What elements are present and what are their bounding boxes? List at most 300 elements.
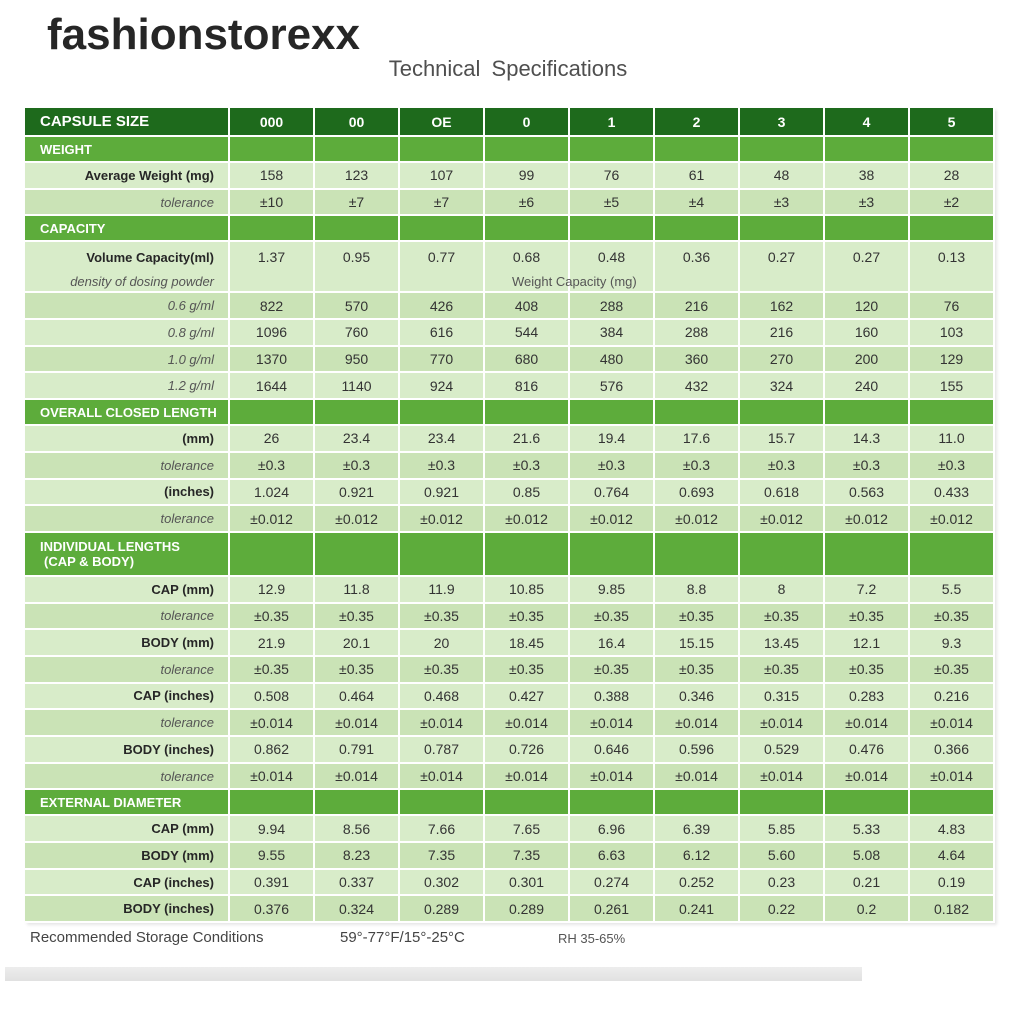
- section-cell-oe: [400, 533, 485, 577]
- value-size-5: 129: [910, 347, 995, 374]
- value-size-0: 0.68: [485, 242, 570, 293]
- value-size-00: ±0.3: [315, 453, 400, 480]
- value-size-2: ±4: [655, 190, 740, 217]
- value-size-3: 13.45: [740, 630, 825, 657]
- watermark-logo-text: fashionstorexx: [47, 10, 360, 59]
- section-header-external-diameter: [25, 790, 995, 816]
- value-size-00: ±7: [315, 190, 400, 217]
- section-cell-2: [655, 400, 740, 426]
- section-cell-3: [740, 790, 825, 816]
- row-label: CAP (mm): [25, 816, 230, 843]
- value-size-2: 0.693: [655, 480, 740, 507]
- value-size-5: ±0.014: [910, 764, 995, 791]
- value-size-000: 26: [230, 426, 315, 453]
- value-size-0: ±0.35: [485, 604, 570, 631]
- value-size-4: 5.08: [825, 843, 910, 870]
- value-size-2: ±0.014: [655, 764, 740, 791]
- section-cell-00: [315, 400, 400, 426]
- value-size-oe: 924: [400, 373, 485, 400]
- spec-row-body-mm: [25, 843, 995, 870]
- value-size-oe: 11.9: [400, 577, 485, 604]
- row-label: tolerance: [25, 764, 230, 791]
- value-size-1: 0.388: [570, 684, 655, 711]
- spec-row-tolerance: [25, 506, 995, 533]
- value-size-oe: 7.66: [400, 816, 485, 843]
- value-size-0: ±0.014: [485, 710, 570, 737]
- value-size-3: 48: [740, 163, 825, 190]
- header-size-0: 0: [485, 108, 570, 137]
- value-size-1: ±0.014: [570, 764, 655, 791]
- value-size-00: 0.464: [315, 684, 400, 711]
- table-header-row: [25, 108, 995, 137]
- row-label: (mm): [25, 426, 230, 453]
- spec-row-tolerance: [25, 604, 995, 631]
- value-size-oe: 20: [400, 630, 485, 657]
- value-size-1: 0.274: [570, 870, 655, 897]
- value-size-0: 0.301: [485, 870, 570, 897]
- value-size-0: 7.65: [485, 816, 570, 843]
- value-size-3: 0.618: [740, 480, 825, 507]
- row-label: 0.8 g/ml: [25, 320, 230, 347]
- header-size-oe: OE: [400, 108, 485, 137]
- value-size-000: 0.862: [230, 737, 315, 764]
- value-size-oe: 107: [400, 163, 485, 190]
- value-size-4: 0.21: [825, 870, 910, 897]
- value-size-000: 0.391: [230, 870, 315, 897]
- section-header-weight: [25, 137, 995, 163]
- value-size-0: 0.85: [485, 480, 570, 507]
- value-size-3: 0.315: [740, 684, 825, 711]
- value-size-4: ±0.012: [825, 506, 910, 533]
- section-title: WEIGHT: [40, 141, 92, 157]
- value-size-00: 570: [315, 293, 400, 320]
- value-size-2: 8.8: [655, 577, 740, 604]
- value-size-3: 0.23: [740, 870, 825, 897]
- spec-row-cap-mm: [25, 816, 995, 843]
- value-size-1: 0.261: [570, 896, 655, 923]
- value-size-oe: 0.787: [400, 737, 485, 764]
- value-size-2: 360: [655, 347, 740, 374]
- value-size-0: 0.726: [485, 737, 570, 764]
- section-cell-000: [230, 400, 315, 426]
- value-size-1: 0.764: [570, 480, 655, 507]
- row-label: BODY (inches): [25, 737, 230, 764]
- value-size-00: 0.921: [315, 480, 400, 507]
- section-header-capacity: [25, 216, 995, 242]
- section-cell-0: [485, 216, 570, 242]
- value-size-2: ±0.35: [655, 657, 740, 684]
- section-cell-4: [825, 216, 910, 242]
- value-size-oe: 0.468: [400, 684, 485, 711]
- value-size-5: 76: [910, 293, 995, 320]
- value-size-5: 155: [910, 373, 995, 400]
- value-size-00: ±0.35: [315, 604, 400, 631]
- row-label: CAP (mm): [25, 577, 230, 604]
- value-size-2: 288: [655, 320, 740, 347]
- value-size-0: 408: [485, 293, 570, 320]
- value-size-3: ±0.014: [740, 764, 825, 791]
- value-size-2: 216: [655, 293, 740, 320]
- value-size-00: 11.8: [315, 577, 400, 604]
- section-cell-4: [825, 137, 910, 163]
- value-size-1: ±0.35: [570, 657, 655, 684]
- value-size-5: 9.3: [910, 630, 995, 657]
- value-size-2: 432: [655, 373, 740, 400]
- value-size-2: 0.252: [655, 870, 740, 897]
- value-size-3: 5.60: [740, 843, 825, 870]
- spec-row-body-inches: [25, 896, 995, 923]
- value-size-1: 9.85: [570, 577, 655, 604]
- value-size-000: ±0.014: [230, 764, 315, 791]
- value-size-3: ±0.014: [740, 710, 825, 737]
- value-size-oe: ±0.014: [400, 710, 485, 737]
- value-size-3: ±0.35: [740, 604, 825, 631]
- value-size-00: 0.337: [315, 870, 400, 897]
- value-size-5: 5.5: [910, 577, 995, 604]
- value-size-3: 0.529: [740, 737, 825, 764]
- row-label: 0.6 g/ml: [25, 293, 230, 320]
- row-label: tolerance: [25, 190, 230, 217]
- value-size-3: 0.22: [740, 896, 825, 923]
- value-size-3: 216: [740, 320, 825, 347]
- header-size-000: 000: [230, 108, 315, 137]
- section-cell-0: [485, 400, 570, 426]
- section-cell-000: [230, 790, 315, 816]
- value-size-5: 4.64: [910, 843, 995, 870]
- spec-row-cap-inches: [25, 684, 995, 711]
- value-size-oe: 770: [400, 347, 485, 374]
- row-label: BODY (mm): [25, 843, 230, 870]
- value-size-4: ±3: [825, 190, 910, 217]
- section-cell-oe: [400, 790, 485, 816]
- section-cell-oe: [400, 216, 485, 242]
- value-size-oe: 0.77: [400, 242, 485, 293]
- value-size-4: 0.283: [825, 684, 910, 711]
- value-size-2: ±0.014: [655, 710, 740, 737]
- spec-row-tolerance: [25, 764, 995, 791]
- value-size-000: ±10: [230, 190, 315, 217]
- section-cell-1: [570, 533, 655, 577]
- row-label: tolerance: [25, 710, 230, 737]
- row-label-text: Volume Capacity(ml): [86, 250, 214, 266]
- value-size-4: 38: [825, 163, 910, 190]
- section-cell-3: [740, 216, 825, 242]
- weight-capacity-note: Weight Capacity (mg): [512, 274, 637, 290]
- value-size-5: 0.182: [910, 896, 995, 923]
- value-size-00: 123: [315, 163, 400, 190]
- row-label: Average Weight (mg): [25, 163, 230, 190]
- section-title: EXTERNAL DIAMETER: [40, 794, 182, 810]
- value-size-4: 0.476: [825, 737, 910, 764]
- row-sublabel: density of dosing powder: [70, 274, 214, 290]
- section-cell-1: [570, 216, 655, 242]
- value-size-000: ±0.3: [230, 453, 315, 480]
- value-size-00: ±0.35: [315, 657, 400, 684]
- section-cell-oe: [400, 400, 485, 426]
- value-size-5: ±0.012: [910, 506, 995, 533]
- section-cell-000: [230, 137, 315, 163]
- spec-row-tolerance: [25, 453, 995, 480]
- header-size-4: 4: [825, 108, 910, 137]
- row-label: 1.0 g/ml: [25, 347, 230, 374]
- spec-row-tolerance: [25, 710, 995, 737]
- value-size-00: 760: [315, 320, 400, 347]
- value-size-4: 200: [825, 347, 910, 374]
- value-size-2: ±0.3: [655, 453, 740, 480]
- value-size-0: ±6: [485, 190, 570, 217]
- section-cell-0: [485, 137, 570, 163]
- value-size-1: 19.4: [570, 426, 655, 453]
- value-size-4: ±0.014: [825, 710, 910, 737]
- value-size-000: 1370: [230, 347, 315, 374]
- row-label: 1.2 g/ml: [25, 373, 230, 400]
- value-size-5: 0.13: [910, 242, 995, 293]
- section-cell-000: [230, 216, 315, 242]
- value-size-000: 1096: [230, 320, 315, 347]
- section-cell-5: [910, 790, 995, 816]
- value-size-1: 6.96: [570, 816, 655, 843]
- value-size-0: 0.289: [485, 896, 570, 923]
- value-size-3: 8: [740, 577, 825, 604]
- section-header-individual-lengths: [25, 533, 995, 577]
- value-size-4: ±0.3: [825, 453, 910, 480]
- section-cell-00: [315, 137, 400, 163]
- value-size-000: 9.55: [230, 843, 315, 870]
- value-size-000: 9.94: [230, 816, 315, 843]
- section-cell-00: [315, 790, 400, 816]
- value-size-1: 384: [570, 320, 655, 347]
- value-size-0: 18.45: [485, 630, 570, 657]
- value-size-4: ±0.014: [825, 764, 910, 791]
- value-size-2: ±0.35: [655, 604, 740, 631]
- section-cell-3: [740, 137, 825, 163]
- value-size-oe: ±0.35: [400, 657, 485, 684]
- value-size-5: 0.366: [910, 737, 995, 764]
- spec-table: [25, 108, 995, 923]
- value-size-3: ±0.3: [740, 453, 825, 480]
- value-size-00: 20.1: [315, 630, 400, 657]
- section-cell-2: [655, 533, 740, 577]
- value-size-2: ±0.012: [655, 506, 740, 533]
- value-size-1: ±5: [570, 190, 655, 217]
- value-size-0: 21.6: [485, 426, 570, 453]
- value-size-4: 5.33: [825, 816, 910, 843]
- value-size-4: 160: [825, 320, 910, 347]
- spec-row-average-weight-mg: [25, 163, 995, 190]
- section-title-cell: [25, 137, 230, 163]
- value-size-5: 103: [910, 320, 995, 347]
- section-subtitle: (CAP & BODY): [44, 553, 135, 569]
- value-size-4: 0.27: [825, 242, 910, 293]
- value-size-0: 680: [485, 347, 570, 374]
- value-size-00: 8.56: [315, 816, 400, 843]
- value-size-1: 480: [570, 347, 655, 374]
- value-size-1: 6.63: [570, 843, 655, 870]
- value-size-3: 0.27: [740, 242, 825, 293]
- spec-row-volume-capacity-ml: [25, 242, 995, 293]
- value-size-0: 99: [485, 163, 570, 190]
- header-size-3: 3: [740, 108, 825, 137]
- spec-row-mm: [25, 426, 995, 453]
- row-label: [25, 242, 230, 293]
- value-size-000: ±0.35: [230, 604, 315, 631]
- section-cell-5: [910, 137, 995, 163]
- section-cell-5: [910, 400, 995, 426]
- value-size-4: 240: [825, 373, 910, 400]
- value-size-oe: ±0.012: [400, 506, 485, 533]
- value-size-3: ±3: [740, 190, 825, 217]
- value-size-5: 0.433: [910, 480, 995, 507]
- value-size-5: 0.19: [910, 870, 995, 897]
- value-size-1: ±0.014: [570, 710, 655, 737]
- value-size-0: ±0.012: [485, 506, 570, 533]
- spec-row-tolerance: [25, 657, 995, 684]
- section-title-cell: [25, 790, 230, 816]
- row-label: BODY (mm): [25, 630, 230, 657]
- value-size-3: 270: [740, 347, 825, 374]
- value-size-2: 17.6: [655, 426, 740, 453]
- value-size-5: ±0.014: [910, 710, 995, 737]
- section-cell-4: [825, 533, 910, 577]
- section-cell-2: [655, 216, 740, 242]
- value-size-1: 76: [570, 163, 655, 190]
- section-cell-0: [485, 790, 570, 816]
- value-size-oe: ±0.014: [400, 764, 485, 791]
- value-size-4: 12.1: [825, 630, 910, 657]
- section-title: OVERALL CLOSED LENGTH: [40, 404, 217, 420]
- value-size-2: 0.596: [655, 737, 740, 764]
- header-size-1: 1: [570, 108, 655, 137]
- header-size-2: 2: [655, 108, 740, 137]
- section-cell-5: [910, 216, 995, 242]
- value-size-00: ±0.012: [315, 506, 400, 533]
- value-size-1: 0.646: [570, 737, 655, 764]
- value-size-00: 1140: [315, 373, 400, 400]
- value-size-2: 0.346: [655, 684, 740, 711]
- spec-row-body-mm: [25, 630, 995, 657]
- value-size-00: 8.23: [315, 843, 400, 870]
- value-size-2: 15.15: [655, 630, 740, 657]
- value-size-000: 1644: [230, 373, 315, 400]
- value-size-000: 21.9: [230, 630, 315, 657]
- bottom-divider: [5, 967, 862, 981]
- value-size-000: 0.508: [230, 684, 315, 711]
- value-size-oe: 23.4: [400, 426, 485, 453]
- value-size-0: ±0.014: [485, 764, 570, 791]
- value-size-oe: ±0.35: [400, 604, 485, 631]
- value-size-00: 950: [315, 347, 400, 374]
- row-label: tolerance: [25, 453, 230, 480]
- value-size-0: 544: [485, 320, 570, 347]
- value-size-5: ±0.35: [910, 604, 995, 631]
- section-cell-000: [230, 533, 315, 577]
- value-size-4: 0.2: [825, 896, 910, 923]
- row-label: CAP (inches): [25, 684, 230, 711]
- value-size-5: 4.83: [910, 816, 995, 843]
- value-size-oe: 0.289: [400, 896, 485, 923]
- value-size-00: ±0.014: [315, 710, 400, 737]
- section-cell-4: [825, 400, 910, 426]
- value-size-3: 5.85: [740, 816, 825, 843]
- value-size-000: 12.9: [230, 577, 315, 604]
- value-size-0: ±0.3: [485, 453, 570, 480]
- section-cell-3: [740, 400, 825, 426]
- value-size-oe: 0.302: [400, 870, 485, 897]
- value-size-00: 0.324: [315, 896, 400, 923]
- value-size-oe: ±7: [400, 190, 485, 217]
- spec-row-1-2-g-ml: [25, 373, 995, 400]
- section-title: INDIVIDUAL LENGTHS: [40, 538, 180, 554]
- spec-row-0-8-g-ml: [25, 320, 995, 347]
- spec-row-cap-mm: [25, 577, 995, 604]
- value-size-000: ±0.012: [230, 506, 315, 533]
- value-size-5: 0.216: [910, 684, 995, 711]
- value-size-000: 158: [230, 163, 315, 190]
- value-size-00: 0.791: [315, 737, 400, 764]
- value-size-3: ±0.012: [740, 506, 825, 533]
- section-cell-1: [570, 400, 655, 426]
- value-size-1: 576: [570, 373, 655, 400]
- value-size-4: ±0.35: [825, 657, 910, 684]
- header-size-00: 00: [315, 108, 400, 137]
- value-size-1: ±0.3: [570, 453, 655, 480]
- row-label: (inches): [25, 480, 230, 507]
- section-cell-2: [655, 137, 740, 163]
- value-size-0: 0.427: [485, 684, 570, 711]
- spec-row-cap-inches: [25, 870, 995, 897]
- value-size-oe: 0.921: [400, 480, 485, 507]
- value-size-3: 324: [740, 373, 825, 400]
- section-cell-3: [740, 533, 825, 577]
- section-cell-0: [485, 533, 570, 577]
- spec-row-inches: [25, 480, 995, 507]
- row-label: tolerance: [25, 506, 230, 533]
- value-size-2: 0.36: [655, 242, 740, 293]
- row-label: CAP (inches): [25, 870, 230, 897]
- spec-row-0-6-g-ml: [25, 293, 995, 320]
- value-size-000: 0.376: [230, 896, 315, 923]
- value-size-0: 10.85: [485, 577, 570, 604]
- value-size-5: ±2: [910, 190, 995, 217]
- value-size-1: 0.48: [570, 242, 655, 293]
- value-size-3: 15.7: [740, 426, 825, 453]
- value-size-1: ±0.012: [570, 506, 655, 533]
- page-title: Technical Specifications: [388, 56, 628, 81]
- section-cell-5: [910, 533, 995, 577]
- value-size-00: 23.4: [315, 426, 400, 453]
- value-size-oe: 426: [400, 293, 485, 320]
- value-size-0: 7.35: [485, 843, 570, 870]
- section-cell-1: [570, 790, 655, 816]
- section-cell-00: [315, 533, 400, 577]
- section-cell-oe: [400, 137, 485, 163]
- value-size-000: 1.37: [230, 242, 315, 293]
- row-label: BODY (inches): [25, 896, 230, 923]
- section-title: CAPACITY: [40, 220, 106, 236]
- header-capsule-size-label: CAPSULE SIZE: [25, 108, 230, 137]
- value-size-5: ±0.3: [910, 453, 995, 480]
- value-size-2: 6.12: [655, 843, 740, 870]
- section-title-cell: [25, 533, 230, 577]
- value-size-000: 822: [230, 293, 315, 320]
- value-size-4: 0.563: [825, 480, 910, 507]
- value-size-2: 61: [655, 163, 740, 190]
- value-size-5: ±0.35: [910, 657, 995, 684]
- value-size-1: ±0.35: [570, 604, 655, 631]
- value-size-4: 7.2: [825, 577, 910, 604]
- value-size-1: 16.4: [570, 630, 655, 657]
- value-size-oe: 616: [400, 320, 485, 347]
